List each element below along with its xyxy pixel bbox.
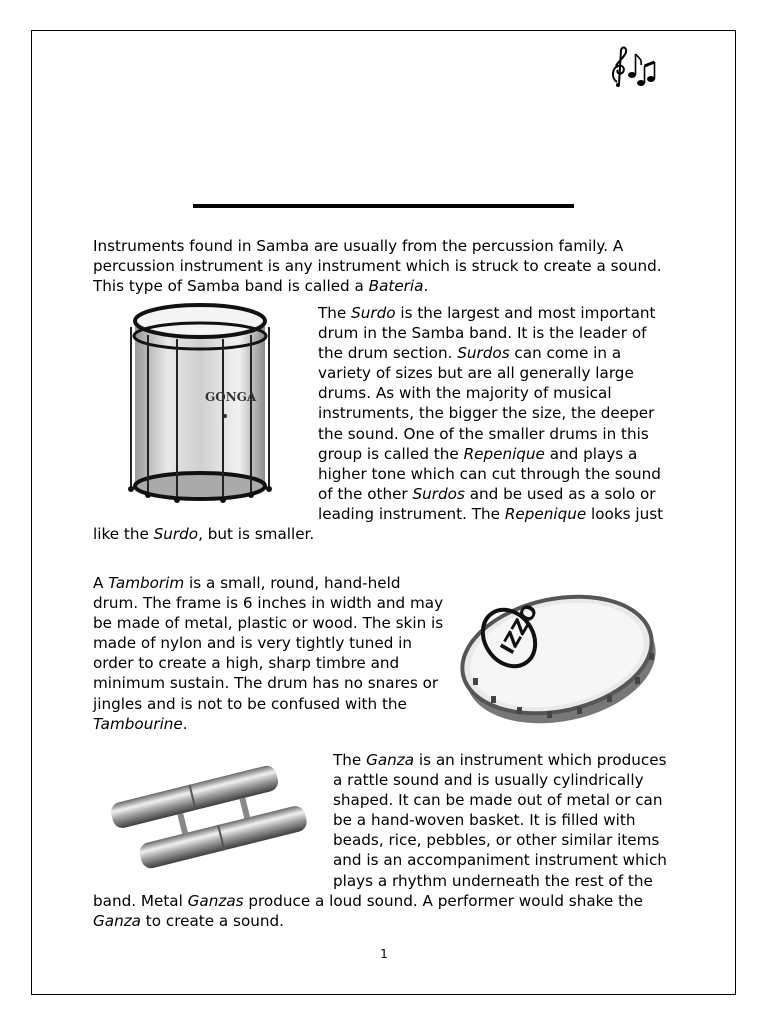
- title-underline: [193, 204, 574, 208]
- ganza-paragraph: The Ganza is an instrument which produces a rattle sound and is usually cylindrically shaped. It can be made out of metal or can be a hand-woven basket. It is filled with beads, rice, pebbles, or other similar items and is an accompaniment instrument which plays a rhythm underneath the rest of the band. Metal Ganzas produce a loud sound. A performer would shake the Ganza to create a sound.: [93, 751, 667, 930]
- surdo-brand-label: GONGA: [205, 390, 257, 404]
- ganza-section: [93, 750, 675, 931]
- surdo-paragraph: The Surdo is the largest and most important drum in the Samba band. It is the leader of the drum section. Surdos can come in a variety of sizes but are all generally large drums. As with the majority of musical instruments, the bigger the size, the deeper the sound. One of the smaller drums in this group is called the Repenique and plays a higher tone which can cut through the sound of the other Surdos and be used as a solo or leading instrument. The Repenique looks just like the Surdo, but is smaller.: [93, 304, 664, 544]
- tamborim-brand-label: IZZO: [495, 599, 543, 659]
- intro-paragraph: Instruments found in Samba are usually from the percussion family. A percussion instrument is any instrument which is struck to create a sound. This type of Samba band is called a Bateria.: [93, 237, 662, 296]
- ganza-shaker-image: [93, 750, 333, 884]
- tamborim-paragraph: A Tamborim is a small, round, hand-held drum. The frame is 6 inches in width and may be made of metal, plastic or wood. The skin is made of nylon and is very tightly tuned in order to create a high, sharp timbre and minimum sustain. The drum has no snares or jingles and is not to be confused with the Tambourine.: [93, 574, 444, 733]
- tamborim-drum-image: [449, 583, 661, 733]
- page-number: 1: [380, 947, 388, 961]
- surdo-section: [93, 303, 675, 544]
- surdo-drum-image: [93, 303, 318, 505]
- music-notes-icon: [608, 44, 656, 88]
